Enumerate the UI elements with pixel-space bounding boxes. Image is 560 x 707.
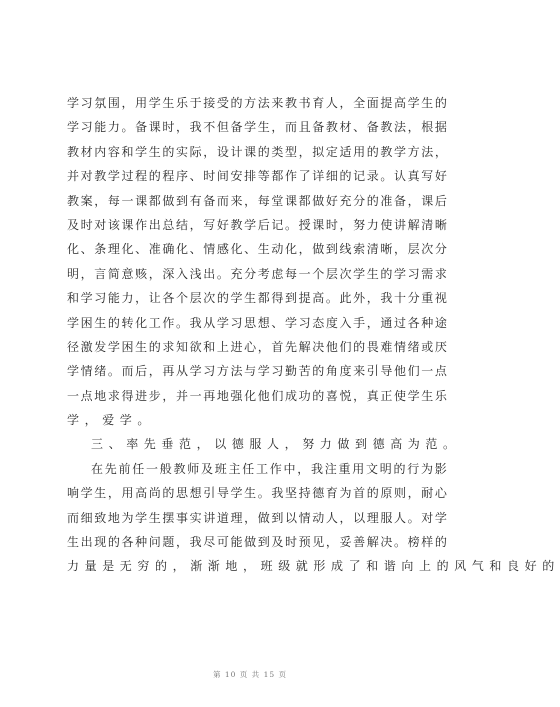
text-line: 教 材 内 容 和 学 生 的 实 际 ， 设 计 课 的 类 型 ， 拟 定 适 用 的 教 学 方 法 ， <box>67 144 447 159</box>
page-number-footer: 第 10 页 共 15 页 <box>212 670 287 679</box>
text-line: 学 困 生 的 转 化 工 作 。 我 从 学 习 思 想 、 学 习 态 度 入 手 ， 通 过 各 种 途 <box>67 315 447 330</box>
text-line: 和 学 习 能 力 ， 让 各 个 层 次 的 学 生 都 得 到 提 高 。 此 外 ， 我 十 分 重 视 <box>67 291 447 306</box>
text-line: 学，爱学。 <box>67 413 156 428</box>
text-line: 径 激 发 学 困 生 的 求 知 欲 和 上 进 心 ， 首 先 解 决 他 们 的 畏 难 情 绪 或 厌 <box>67 339 447 354</box>
text-line: 学 习 能 力 。 备 课 时 ， 我 不 但 备 学 生 ， 而 且 备 教 材 、 备 教 法 ， 根 据 <box>67 120 447 135</box>
text-line: 学 情 绪 。 而 后 ， 再 从 学 习 方 法 与 学 习 勤 苦 的 角 度 来 引 导 他 们 一 点 <box>67 364 447 379</box>
document-body <box>67 91 560 579</box>
text-line: 化 、 条 理 化 、 准 确 化 、 情 感 化 、 生 动 化 ， 做 到 线 索 清 晰 ， 层 次 分 <box>67 242 447 257</box>
text-line: 明 ， 言 简 意 赅 ， 深 入 浅 出 。 充 分 考 虑 每 一 个 层 次 学 生 的 学 习 需 求 <box>67 266 447 281</box>
text-line: 三、率先垂范，以德服人，努力做到德高为范。 <box>91 437 461 452</box>
text-line: 在 先 前 任 一 般 教 师 及 班 主 任 工 作 中 ， 我 注 重 用 文 明 的 行 为 影 <box>91 461 447 476</box>
paragraph <box>67 91 447 432</box>
text-line: 并 对 教 学 过 程 的 程 序 、 时 间 安 排 等 都 作 了 详 细 的 记 录 。 认 真 写 好 <box>67 169 447 184</box>
text-line: 及 时 对 该 课 作 出 总 结 ， 写 好 教 学 后 记 。 授 课 时 ， 努 力 使 讲 解 清 晰 <box>67 217 447 232</box>
text-line: 学 习 氛 围 ， 用 学 生 乐 于 接 受 的 方 法 来 教 书 育 人 ， 全 面 提 高 学 生 的 <box>67 96 447 110</box>
paragraph <box>67 457 560 579</box>
text-line: 一 点 地 求 得 进 步 ， 并 一 再 地 强 化 他 们 成 功 的 喜 悦 ， 真 正 使 学 生 乐 <box>67 388 447 403</box>
text-line: 响 学 生 ， 用 高 尚 的 思 想 引 导 学 生 。 我 坚 持 德 育 为 首 的 原 则 ， 耐 心 <box>67 486 447 501</box>
text-line: 生 出 现 的 各 种 问 题 ， 我 尽 可 能 做 到 及 时 预 见 ， 妥 善 解 决 。 榜 样 的 <box>67 535 447 550</box>
text-line: 而 细 致 地 为 学 生 摆 事 实 讲 道 理 ， 做 到 以 情 动 人 ， 以 理 服 人 。 对 学 <box>67 510 447 525</box>
text-line: 力量是无穷的，渐渐地，班级就形成了和谐向上的风气和良好的 <box>67 559 560 574</box>
text-line: 教 案 ， 每 一 课 都 做 到 有 备 而 来 ， 每 堂 课 都 做 好 充 分 的 准 备 ， 课 后 <box>67 193 447 208</box>
paragraph <box>67 432 461 456</box>
